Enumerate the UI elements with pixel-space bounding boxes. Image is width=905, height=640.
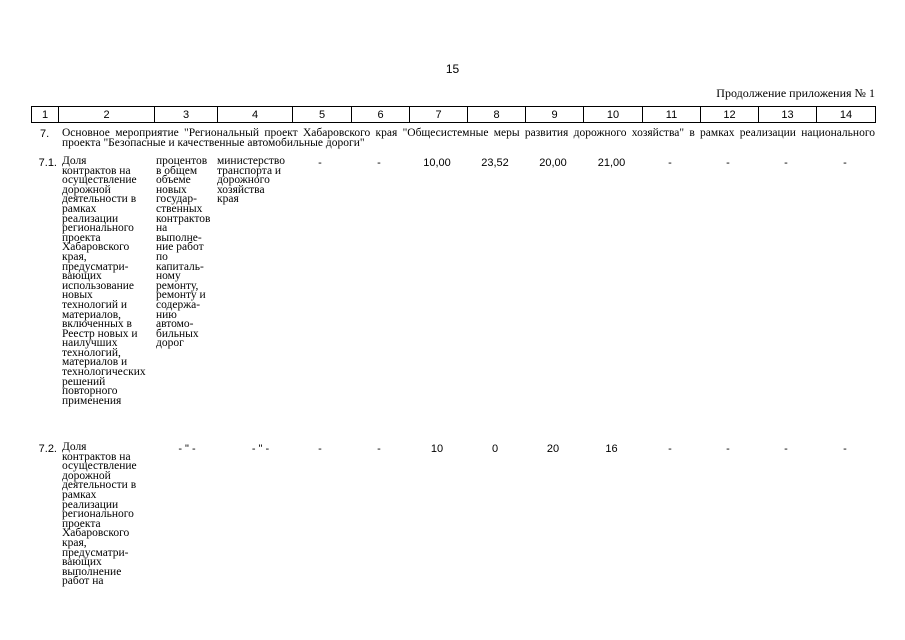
indicator-name-line: материалов и [62,356,128,369]
column-header-cell: 5 [293,107,352,123]
indicator-name-line: Доля [62,155,87,167]
unit-line: государ- [156,193,197,206]
executor [217,157,297,205]
value-cell: 23,52 [481,157,509,169]
indicator-name-line: осуществление [62,460,137,473]
indicator-name-line: новых [62,289,93,302]
executor-line: дорожного [217,174,270,187]
value-cell: - [726,157,730,169]
indicator-name-line: решений [62,375,106,388]
unit-line: капиталь- [156,260,204,273]
column-header-cell: 8 [468,107,526,123]
indicator-name-line: использование [62,279,135,292]
value-cell: - [668,443,672,455]
indicator-name-line: Хабаровского [62,527,130,540]
unit-line: объеме [156,174,191,187]
column-header-cell: 14 [817,107,876,123]
column-header-cell: 3 [155,107,218,123]
indicator-name-line: технологий и [62,298,128,311]
indicator-name-line: вающих [62,556,102,569]
executor-line: транспорта и [217,164,282,177]
indicator-name-line: Доля [62,441,87,453]
column-header-cell: 6 [352,107,410,123]
indicator-name-line: контрактов на [62,164,131,177]
executor: - " - [251,443,270,455]
section-title: Основное мероприятие "Региональный проект Хабаровского края "Общесистемные меры развития дорожного хозяйства" в рамках реализации национального проекта "Безопасные и качественные автомобильные дороги" [62,127,875,149]
value-cell: - [318,443,322,455]
unit-line: ремонту, [156,279,199,292]
executor-line: министерство [217,155,285,167]
value-cell: - [377,157,381,169]
column-header-cell: 2 [59,107,155,123]
indicator-name-line: технологий, [62,346,121,359]
indicator-name-line: края, [62,250,87,263]
value-cell: - [318,157,322,169]
section-number: 7. [40,128,50,140]
indicator-name-line: рамках [62,488,97,501]
indicator-name-line: включенных в [62,318,132,331]
unit-line: процентов [156,155,208,167]
unit-of-measure: - " - [178,443,196,455]
column-header-cell: 11 [643,107,701,123]
unit-line: автомо- [156,318,194,331]
indicator-name-line: наилучших [62,337,118,350]
indicator-name-line: реализации [62,212,119,225]
indicator-name-line: повторного [62,385,118,398]
column-number-header [31,106,876,123]
indicator-name-line: регионального [62,508,134,521]
page-number: 15 [445,62,460,76]
indicator-name-line: предусматри- [62,546,129,559]
value-cell: 0 [491,443,499,455]
indicator-name-line: предусматри- [62,260,129,273]
value-cell: - [726,443,730,455]
unit-line: контрактов [156,212,211,225]
unit-line: содержа- [156,298,201,311]
indicator-name-line: работ на [62,575,104,588]
indicator-name-line: реализации [62,498,119,511]
value-cell: - [784,443,788,455]
indicator-name-line: материалов, [62,308,122,321]
unit-line: выполне- [156,231,202,244]
unit-line: дорог [156,337,184,350]
value-cell: - [843,443,847,455]
column-header-cell: 1 [32,107,59,123]
unit-of-measure [156,157,218,349]
unit-line: по [156,250,168,263]
unit-line: ремонту и [156,289,206,302]
executor-line: края [217,193,239,206]
value-cell: 10,00 [423,157,451,169]
indicator-name-line: деятельности в [62,193,137,206]
indicator-name-line: деятельности в [62,479,137,492]
value-cell: - [377,443,381,455]
indicator-name-line: Реестр новых и [62,327,138,340]
indicator-name-line: регионального [62,222,134,235]
value-cell: 20 [546,443,560,455]
indicator-name [62,443,154,587]
row-number: 7.2. [38,443,57,455]
column-header-cell: 7 [410,107,468,123]
value-cell: 16 [605,443,618,455]
value-cell: - [668,157,672,169]
value-cell: 21,00 [597,157,626,169]
value-cell: - [784,157,788,169]
indicator-name-line: рамках [62,202,97,215]
indicator-name-line: дорожной [62,469,111,482]
unit-line: в общем [156,164,198,177]
unit-line: ственных [156,202,203,215]
column-header-cell: 13 [759,107,817,123]
indicator-name [62,157,154,406]
indicator-name-line: технологических [62,366,146,379]
indicator-name-line: Хабаровского [62,241,130,254]
indicator-name-line: осуществление [62,174,137,187]
indicator-name-line: проекта [62,517,101,530]
column-header-cell: 9 [526,107,584,123]
column-header-cell: 10 [584,107,643,123]
indicator-name-line: выполнение [62,565,122,578]
value-cell: 10 [430,443,444,455]
column-header-cell: 12 [701,107,759,123]
row-number: 7.1. [38,157,57,169]
unit-line: ному [156,270,181,283]
value-cell: 20,00 [539,157,567,169]
indicator-name-line: применения [62,394,122,407]
indicator-name-line: дорожной [62,183,111,196]
unit-line: нию [156,308,177,321]
column-header-cell: 4 [218,107,293,123]
indicator-name-line: вающих [62,270,102,283]
unit-line: бильных [156,327,199,340]
indicator-name-line: контрактов на [62,450,131,463]
appendix-label: Продолжение приложения № 1 [716,86,875,100]
unit-line: новых [156,183,187,196]
indicator-name-line: проекта [62,231,101,244]
executor-line: хозяйства [217,183,265,196]
value-cell: - [843,157,847,169]
unit-line: ние работ [156,241,204,254]
unit-line: на [156,222,168,235]
indicator-name-line: края, [62,536,87,549]
